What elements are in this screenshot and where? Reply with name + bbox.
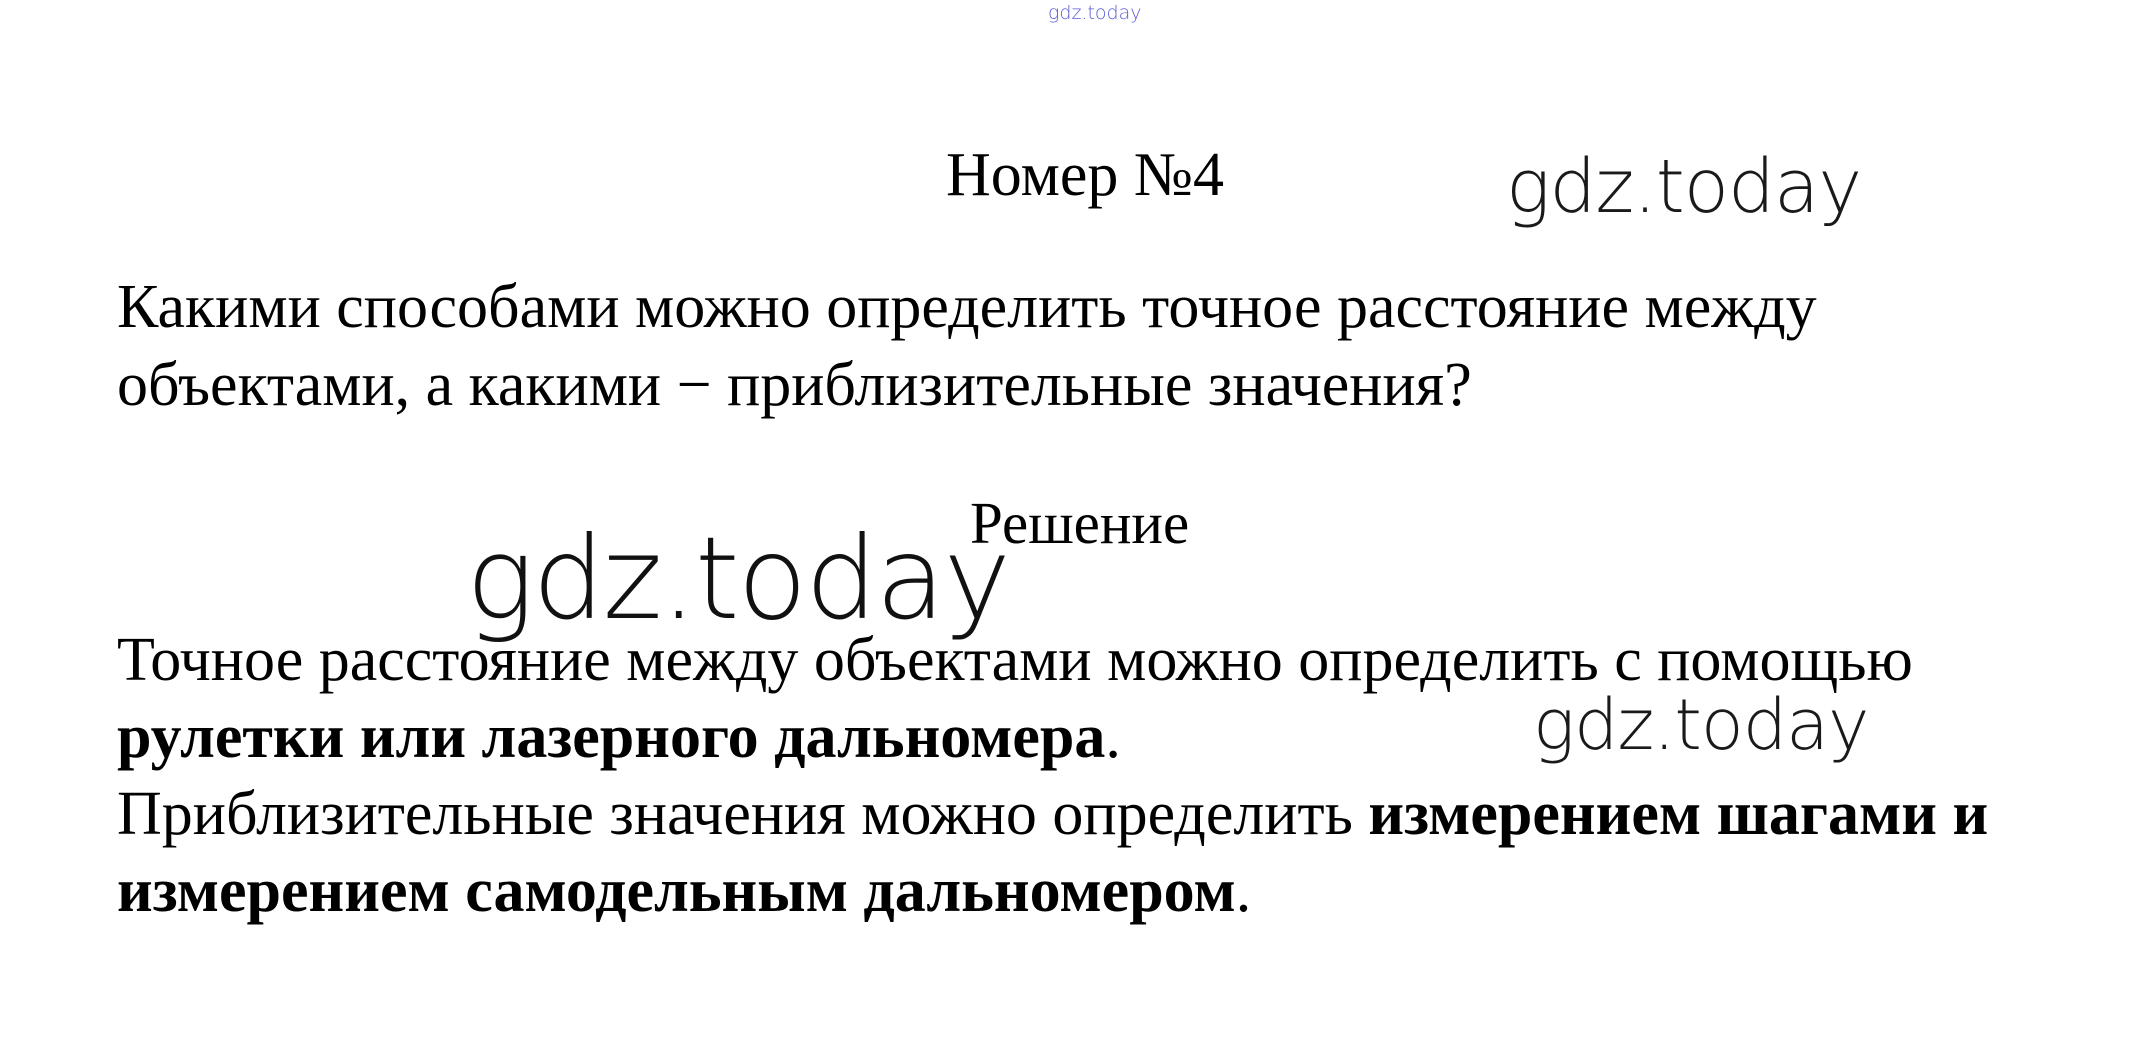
watermark-large: gdz.today (466, 512, 1009, 645)
watermark-top: gdz.today (1048, 2, 1142, 24)
page-title: Номер №4 (946, 141, 1225, 209)
watermark-answer-side: gdz.today (1533, 684, 1869, 766)
answer-part-1: Точное расстояние между объектами можно определить с помощью (117, 626, 1913, 694)
watermark-title-side: gdz.today (1506, 144, 1862, 230)
solution-heading: Решение (970, 490, 1190, 556)
answer-part-4: . (1235, 857, 1252, 925)
question-text: Какими способами можно определить точное расстояние между объектами, а какими − приблизительные значения? (117, 273, 1817, 419)
answer-part-2: . (1105, 703, 1121, 771)
answer-part-3: Приблизительные значения можно определить (117, 780, 1369, 848)
answer-bold-2: измерением шагами и измерением самодельным дальномером (117, 780, 1989, 925)
answer-text (117, 622, 2077, 930)
answer-bold-1: рулетки или лазерного дальномера (117, 703, 1106, 771)
